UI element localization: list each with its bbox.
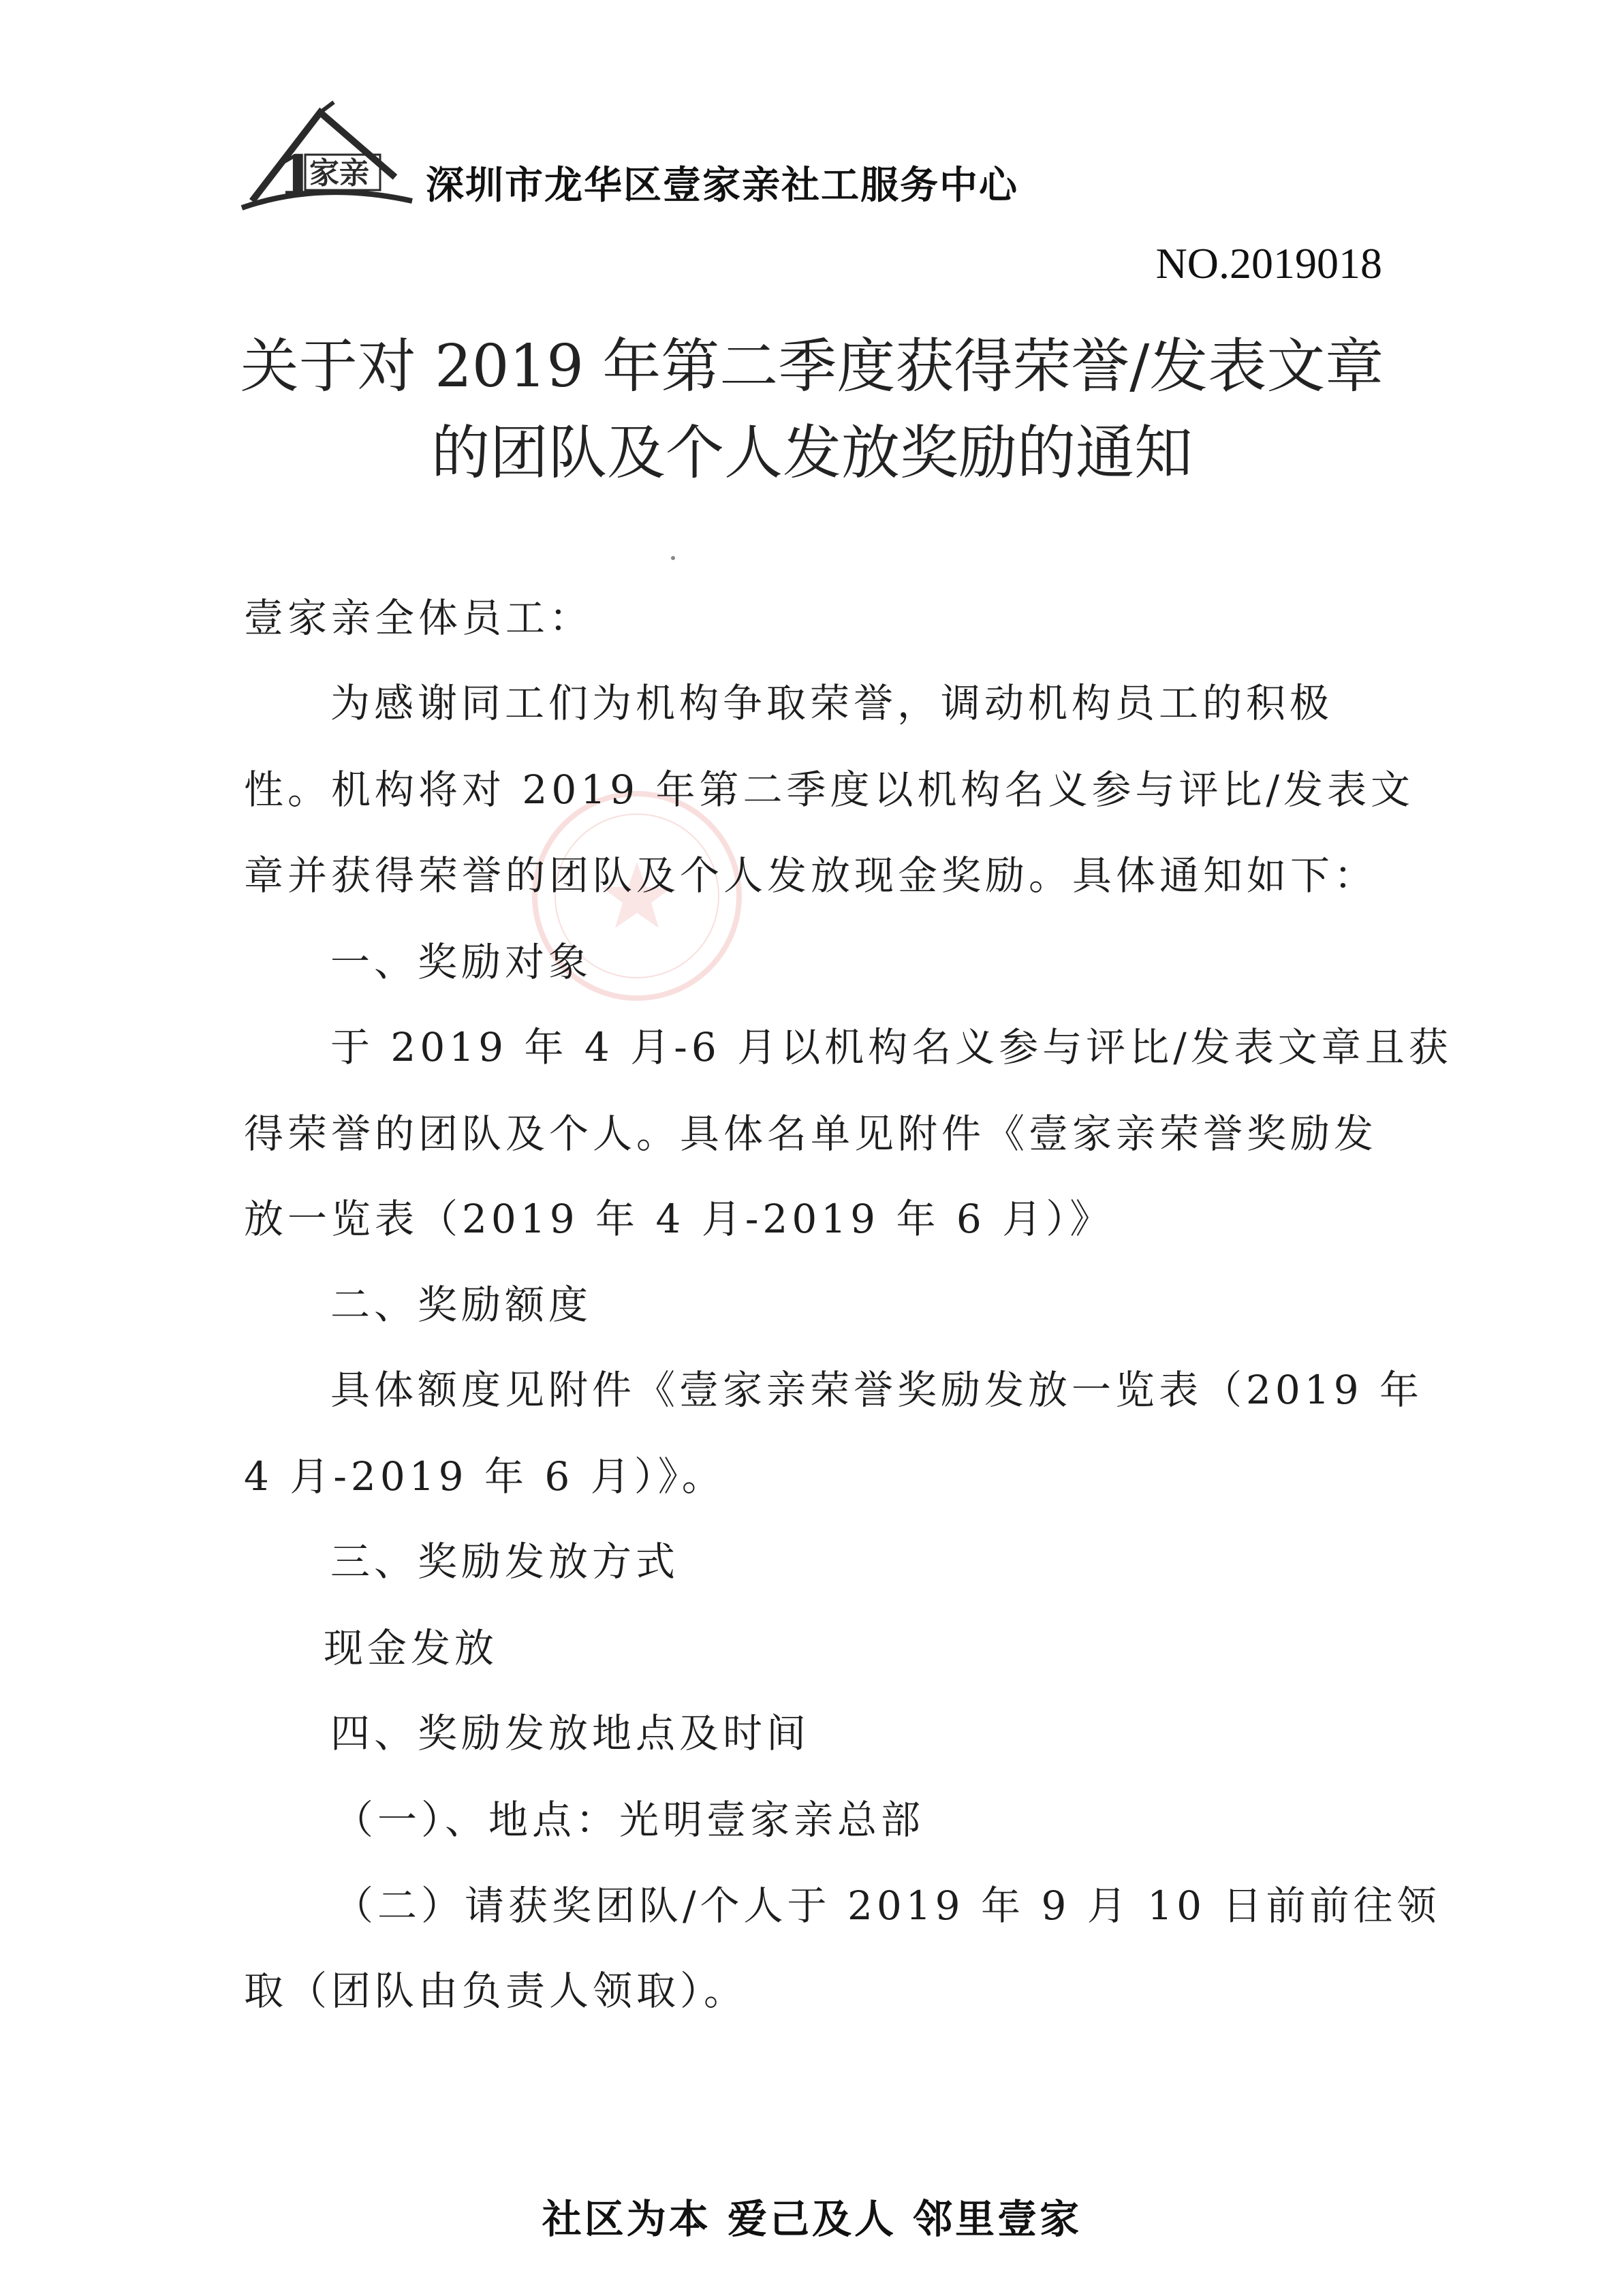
scan-speck	[671, 556, 675, 560]
section2-line-2: 4 月-2019 年 6 月）》。	[244, 1453, 725, 1500]
document-title-line-2: 的团队及个人发放奖励的通知	[431, 419, 1193, 487]
organization-name: 深圳市龙华区壹家亲社工服务中心	[426, 164, 1018, 208]
section4-line-3: 取（团队由负责人领取）。	[244, 1968, 748, 2014]
document-title-line-1: 关于对 2019 年第二季度获得荣誉/发表文章	[240, 332, 1384, 401]
section4-line-1: （一）、地点：光明壹家亲总部	[334, 1797, 925, 1843]
section2-line-1: 具体额度见附件《壹家亲荣誉奖励发放一览表（2019 年	[330, 1367, 1424, 1413]
section1-line-1: 于 2019 年 4 月-6 月以机构名义参与评比/发表文章且获	[330, 1024, 1452, 1070]
footer-slogan: 社区为本 爱己及人 邻里壹家	[542, 2196, 1082, 2242]
section1-line-2: 得荣誉的团队及个人。具体名单见附件《壹家亲荣誉奖励发	[244, 1111, 1378, 1157]
section1-line-3: 放一览表（2019 年 4 月-2019 年 6 月）》	[244, 1196, 1114, 1242]
section-heading-place-and-time: 四、奖励发放地点及时间	[330, 1710, 811, 1756]
section-heading-reward-amount: 二、奖励额度	[330, 1282, 593, 1328]
paragraph-intro-line-1: 为感谢同工们为机构争取荣誉，调动机构员工的积极	[330, 680, 1334, 726]
document-number: NO.2019018	[1155, 239, 1382, 288]
section3-line-1: 现金发放	[324, 1625, 499, 1671]
organization-logo	[238, 99, 416, 215]
paragraph-intro-line-2: 性。机构将对 2019 年第二季度以机构名义参与评比/发表文	[244, 766, 1415, 813]
logo-text: 家亲	[309, 156, 369, 191]
logo-numeral: 1	[278, 143, 316, 207]
section4-line-2: （二）请获奖团队/个人于 2019 年 9 月 10 日前前往领	[334, 1882, 1441, 1929]
greeting: 壹家亲全体员工：	[244, 595, 593, 641]
section-heading-reward-target: 一、奖励对象	[330, 939, 593, 985]
section-heading-payment-method: 三、奖励发放方式	[330, 1538, 680, 1585]
paragraph-intro-line-3: 章并获得荣誉的团队及个人发放现金奖励。具体通知如下：	[244, 852, 1378, 899]
